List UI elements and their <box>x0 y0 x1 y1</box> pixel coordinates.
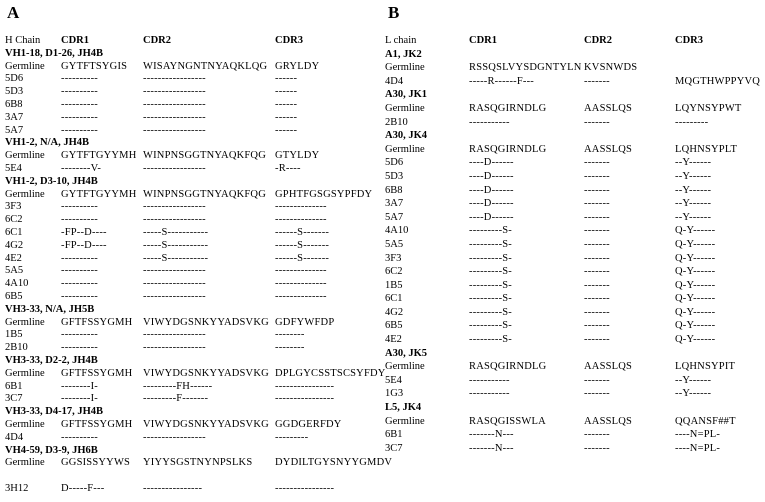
cdr1-sequence: ---------S- <box>469 320 513 332</box>
sequence-name: 3A7 <box>5 111 24 123</box>
cdr1-sequence: ---------- <box>61 214 98 226</box>
cdr3-sequence: DPLGYCSSTSCSYFDY <box>275 367 386 379</box>
sequence-name: 3C7 <box>385 442 403 454</box>
sequence-name: 5D3 <box>385 170 404 182</box>
cdr3-sequence: -------------- <box>275 265 327 277</box>
sequence-name: 5A5 <box>5 265 24 277</box>
cdr2-sequence: AASSLQS <box>584 143 633 155</box>
cdr3-sequence: GGDGERFDY <box>275 418 342 430</box>
group-label: L5, JK4 <box>385 402 422 414</box>
cdr2-sequence: ----------------- <box>143 290 206 302</box>
sequence-name: Germline <box>5 316 45 328</box>
cdr1-sequence: ---------- <box>61 111 98 123</box>
cdr1-sequence: D-----F--- <box>61 482 105 494</box>
cdr2-sequence: ----------------- <box>143 111 206 123</box>
sequence-name: 3F3 <box>5 201 22 213</box>
group-label: VH1-2, D3-10, JH4B <box>5 175 98 187</box>
panel-b-letter: B <box>388 3 400 22</box>
cdr2-sequence: -----S----------- <box>143 226 209 238</box>
group-label: VH1-2, N/A, JH4B <box>5 137 89 149</box>
cdr2-sequence: ------- <box>584 388 610 400</box>
cdr2-header: CDR2 <box>143 35 171 46</box>
cdr1-sequence: GFTFSSYGMH <box>61 367 133 379</box>
cdr1-sequence: -------N--- <box>469 429 514 441</box>
cdr1-sequence: GYTFTGYYMH <box>61 150 137 162</box>
sequence-name: Germline <box>5 418 45 430</box>
cdr1-sequence: ---------- <box>61 265 98 277</box>
sequence-name: 5A7 <box>385 211 404 223</box>
cdr1-sequence: GGSISSYYWS <box>61 457 131 469</box>
sequence-name: Germline <box>385 143 425 155</box>
cdr1-sequence: RASQGIRNDLG <box>469 361 547 373</box>
cdr1-sequence: GFTFSSYGMH <box>61 316 133 328</box>
sequence-name: 6B5 <box>385 320 403 332</box>
cdr3-sequence: Q-Y------ <box>675 225 716 237</box>
sequence-name: 2B10 <box>5 342 28 354</box>
cdr3-sequence: ------ <box>275 86 298 98</box>
cdr2-sequence: YIYYSGSTNYNPSLKS <box>143 457 253 469</box>
cdr3-sequence: GTYLDY <box>275 150 320 162</box>
cdr1-sequence: GFTFSSYGMH <box>61 418 133 430</box>
chain-header: H Chain <box>5 35 41 46</box>
cdr3-sequence: LQYNSYPWT <box>675 102 742 114</box>
cdr1-sequence: RASQGIRNDLG <box>469 102 547 114</box>
sequence-name: Germline <box>5 188 45 200</box>
cdr3-sequence: MQGTHWPPYVQ <box>675 75 761 87</box>
cdr3-sequence: ------S------- <box>275 239 330 251</box>
sequence-name: 4D4 <box>5 431 24 443</box>
cdr1-sequence: --------I- <box>61 393 98 405</box>
cdr1-sequence: ---------- <box>61 98 98 110</box>
cdr3-sequence: --Y------ <box>675 211 712 223</box>
sequence-name: 2B10 <box>385 116 408 128</box>
cdr3-sequence: --Y------ <box>675 388 712 400</box>
cdr3-sequence: GDFYWFDP <box>275 316 335 328</box>
group-label: VH3-33, D2-2, JH4B <box>5 354 98 366</box>
cdr3-sequence: --------- <box>275 431 309 443</box>
cdr2-sequence: VIWYDGSNKYYADSVKG <box>143 418 269 430</box>
sequence-name: 6B1 <box>5 380 23 392</box>
cdr3-sequence: ------ <box>275 98 298 110</box>
cdr2-sequence: ------- <box>584 116 610 128</box>
cdr3-sequence: -------------- <box>275 290 327 302</box>
cdr2-sequence: ------- <box>584 374 610 386</box>
cdr2-sequence: AASSLQS <box>584 361 633 373</box>
cdr1-sequence: ---------S- <box>469 266 513 278</box>
sequence-name: 4E2 <box>5 252 22 264</box>
cdr3-sequence: -------- <box>275 329 305 341</box>
cdr3-sequence: ----N=PL- <box>675 442 721 454</box>
sequence-name: Germline <box>385 361 425 373</box>
cdr2-sequence: ------- <box>584 429 610 441</box>
cdr1-sequence: ----------- <box>469 116 510 128</box>
cdr3-sequence: -------------- <box>275 214 327 226</box>
cdr2-sequence: VIWYDGSNKYYADSVKG <box>143 316 269 328</box>
cdr1-sequence: ---------S- <box>469 279 513 291</box>
cdr1-sequence: ---------S- <box>469 334 513 346</box>
cdr1-sequence: ---------S- <box>469 238 513 250</box>
cdr3-sequence: Q-Y------ <box>675 266 716 278</box>
cdr1-sequence: ----D------ <box>469 198 514 210</box>
cdr3-sequence: -------- <box>275 342 305 354</box>
sequence-name: 5A5 <box>385 238 404 250</box>
cdr2-sequence: ---------FH------ <box>143 380 213 392</box>
cdr1-header: CDR1 <box>469 35 497 46</box>
group-label: A30, JK1 <box>385 89 427 101</box>
sequence-name: Germline <box>5 60 45 72</box>
cdr2-sequence: ----------------- <box>143 98 206 110</box>
cdr1-sequence: --------I- <box>61 380 98 392</box>
cdr1-sequence: ----------- <box>469 388 510 400</box>
cdr1-sequence: ---------S- <box>469 306 513 318</box>
cdr1-sequence: ---------- <box>61 201 98 213</box>
sequence-name: 3A7 <box>385 198 404 210</box>
cdr1-sequence: ---------- <box>61 124 98 136</box>
sequence-name: 5E4 <box>5 162 22 174</box>
cdr3-sequence: ------S------- <box>275 226 330 238</box>
sequence-name: 6B5 <box>5 290 23 302</box>
cdr2-sequence: ----------------- <box>143 342 206 354</box>
cdr2-sequence: ---------F------- <box>143 393 209 405</box>
cdr3-sequence: ------ <box>275 111 298 123</box>
cdr1-sequence: ---------- <box>61 329 98 341</box>
cdr1-sequence: ---------S- <box>469 293 513 305</box>
cdr2-sequence: ----------------- <box>143 86 206 98</box>
cdr1-sequence: -FP--D---- <box>61 226 107 238</box>
cdr3-sequence: QQANSF##T <box>675 415 736 427</box>
sequence-name: Germline <box>385 102 425 114</box>
cdr3-sequence: ---------------- <box>275 482 335 494</box>
chain-header: L chain <box>385 35 417 46</box>
cdr2-header: CDR2 <box>584 35 612 46</box>
cdr2-sequence: ----------------- <box>143 201 206 213</box>
cdr3-sequence: Q-Y------ <box>675 293 716 305</box>
sequence-name: Germline <box>5 367 45 379</box>
group-label: VH1-18, D1-26, JH4B <box>5 47 103 59</box>
cdr3-sequence: Q-Y------ <box>675 279 716 291</box>
sequence-name: 3C7 <box>5 393 23 405</box>
cdr1-sequence: RSSQSLVYSDGNTYLN <box>469 62 582 74</box>
sequence-name: 6C1 <box>385 293 403 305</box>
sequence-name: 3F3 <box>385 252 402 264</box>
cdr1-sequence: ---------S- <box>469 252 513 264</box>
sequence-name: 6C1 <box>5 226 23 238</box>
cdr3-sequence: --Y------ <box>675 170 712 182</box>
cdr2-sequence: ----------------- <box>143 329 206 341</box>
cdr2-sequence: ----------------- <box>143 162 206 174</box>
cdr2-sequence: ------- <box>584 252 610 264</box>
cdr2-sequence: -----S----------- <box>143 252 209 264</box>
sequence-name: 4E2 <box>385 334 402 346</box>
cdr2-sequence: ----------------- <box>143 278 206 290</box>
cdr2-sequence: WINPNSGGTNYAQKFQG <box>143 188 266 200</box>
sequence-name: 3H12 <box>5 482 29 494</box>
cdr3-sequence: ------S------- <box>275 252 330 264</box>
cdr3-sequence: -------------- <box>275 201 327 213</box>
cdr3-sequence: GRYLDY <box>275 60 320 72</box>
cdr1-header: CDR1 <box>61 35 89 46</box>
cdr3-sequence: Q-Y------ <box>675 306 716 318</box>
sequence-name: 4G2 <box>385 306 404 318</box>
cdr1-sequence: RASQGISSWLA <box>469 415 546 427</box>
cdr2-sequence: ------- <box>584 198 610 210</box>
cdr1-sequence: ---------- <box>61 278 98 290</box>
cdr3-sequence: DYDILTGYSNYYGMDV <box>275 457 393 469</box>
cdr3-sequence: --Y------ <box>675 374 712 386</box>
cdr2-sequence: ----------------- <box>143 214 206 226</box>
cdr1-sequence: -FP--D---- <box>61 239 107 251</box>
cdr3-sequence: --Y------ <box>675 184 712 196</box>
sequence-name: 1G3 <box>385 388 404 400</box>
cdr2-sequence: ---------------- <box>143 482 203 494</box>
cdr2-sequence: AASSLQS <box>584 415 633 427</box>
cdr2-sequence: ------- <box>584 266 610 278</box>
cdr3-sequence: --------- <box>675 116 709 128</box>
cdr1-sequence: GYTFTGYYMH <box>61 188 137 200</box>
sequence-name: 6B8 <box>5 98 23 110</box>
cdr3-sequence: Q-Y------ <box>675 252 716 264</box>
sequence-name: 4A10 <box>5 278 29 290</box>
cdr1-sequence: ----D------ <box>469 157 514 169</box>
sequence-name: 5D6 <box>5 73 24 85</box>
sequence-name: 1B5 <box>385 279 403 291</box>
cdr1-sequence: GYTFTSYGIS <box>61 60 128 72</box>
cdr3-sequence: Q-Y------ <box>675 320 716 332</box>
sequence-name: 5D3 <box>5 86 24 98</box>
group-label: VH4-59, D3-9, JH6B <box>5 444 98 456</box>
cdr2-sequence: VIWYDGSNKYYADSVKG <box>143 367 269 379</box>
cdr2-sequence: ------- <box>584 184 610 196</box>
cdr3-sequence: -------------- <box>275 278 327 290</box>
cdr3-sequence: ------ <box>275 73 298 85</box>
cdr1-sequence: --------V- <box>61 162 102 174</box>
sequence-name: Germline <box>5 457 45 469</box>
sequence-name: 5A7 <box>5 124 24 136</box>
group-label: A1, JK2 <box>385 48 422 60</box>
group-label: A30, JK5 <box>385 347 427 359</box>
cdr1-sequence: -------N--- <box>469 442 514 454</box>
cdr3-sequence: Q-Y------ <box>675 238 716 250</box>
cdr2-sequence: ------- <box>584 238 610 250</box>
cdr2-sequence: WISAYNGNTNYAQKLQG <box>143 60 268 72</box>
sequence-name: 5D6 <box>385 157 404 169</box>
cdr3-header: CDR3 <box>675 35 703 46</box>
cdr1-sequence: ----D------ <box>469 211 514 223</box>
cdr2-sequence: ------- <box>584 211 610 223</box>
cdr3-sequence: --Y------ <box>675 198 712 210</box>
sequence-name: 4G2 <box>5 239 24 251</box>
cdr3-sequence: LQHNSYPIT <box>675 361 736 373</box>
cdr1-sequence: ---------- <box>61 73 98 85</box>
group-label: VH3-33, N/A, JH5B <box>5 303 95 315</box>
sequence-name: 6B8 <box>385 184 403 196</box>
sequence-name: Germline <box>385 415 425 427</box>
cdr3-header: CDR3 <box>275 35 303 46</box>
sequence-name: 6C2 <box>385 266 403 278</box>
sequence-name: 1B5 <box>5 329 23 341</box>
sequence-name: Germline <box>5 150 45 162</box>
cdr1-sequence: ---------- <box>61 431 98 443</box>
sequence-name: 5E4 <box>385 374 402 386</box>
cdr3-sequence: ----N=PL- <box>675 429 721 441</box>
cdr1-sequence: ---------- <box>61 290 98 302</box>
cdr3-sequence: --Y------ <box>675 157 712 169</box>
sequence-name: Germline <box>385 62 425 74</box>
sequence-name: 4A10 <box>385 225 409 237</box>
cdr2-sequence: WINPNSGGTNYAQKFQG <box>143 150 266 162</box>
cdr3-sequence: -R---- <box>275 162 301 174</box>
cdr2-sequence: ------- <box>584 225 610 237</box>
cdr1-sequence: RASQGIRNDLG <box>469 143 547 155</box>
cdr3-sequence: ---------------- <box>275 393 335 405</box>
cdr3-sequence: Q-Y------ <box>675 334 716 346</box>
cdr2-sequence: ------- <box>584 170 610 182</box>
cdr2-sequence: ------- <box>584 279 610 291</box>
cdr3-sequence: LQHNSYPLT <box>675 143 738 155</box>
cdr2-sequence: ------- <box>584 334 610 346</box>
panel-a-letter: A <box>7 3 20 22</box>
cdr2-sequence: ----------------- <box>143 265 206 277</box>
cdr1-sequence: -----R------F--- <box>469 75 534 87</box>
cdr3-sequence: GPHTFGSGSYPFDY <box>275 188 373 200</box>
cdr2-sequence: ------- <box>584 442 610 454</box>
sequence-name: 6C2 <box>5 214 23 226</box>
group-label: A30, JK4 <box>385 130 427 142</box>
cdr1-sequence: ---------- <box>61 86 98 98</box>
cdr1-sequence: ---------- <box>61 252 98 264</box>
cdr2-sequence: ------- <box>584 306 610 318</box>
cdr1-sequence: ---------S- <box>469 225 513 237</box>
sequence-name: 4D4 <box>385 75 404 87</box>
cdr2-sequence: ------- <box>584 293 610 305</box>
cdr2-sequence: -----S----------- <box>143 239 209 251</box>
cdr2-sequence: ------- <box>584 157 610 169</box>
cdr1-sequence: ---------- <box>61 342 98 354</box>
cdr2-sequence: ------- <box>584 320 610 332</box>
sequence-name: 6B1 <box>385 429 403 441</box>
cdr2-sequence: ----------------- <box>143 73 206 85</box>
cdr3-sequence: ---------------- <box>275 380 335 392</box>
cdr3-sequence: ------ <box>275 124 298 136</box>
cdr2-sequence: ----------------- <box>143 431 206 443</box>
cdr2-sequence: AASSLQS <box>584 102 633 114</box>
cdr2-sequence: ----------------- <box>143 124 206 136</box>
cdr1-sequence: ----D------ <box>469 184 514 196</box>
cdr1-sequence: ----D------ <box>469 170 514 182</box>
cdr2-sequence: KVSNWDS <box>584 62 638 74</box>
group-label: VH3-33, D4-17, JH4B <box>5 406 103 418</box>
cdr2-sequence: ------- <box>584 75 610 87</box>
cdr1-sequence: ----------- <box>469 374 510 386</box>
